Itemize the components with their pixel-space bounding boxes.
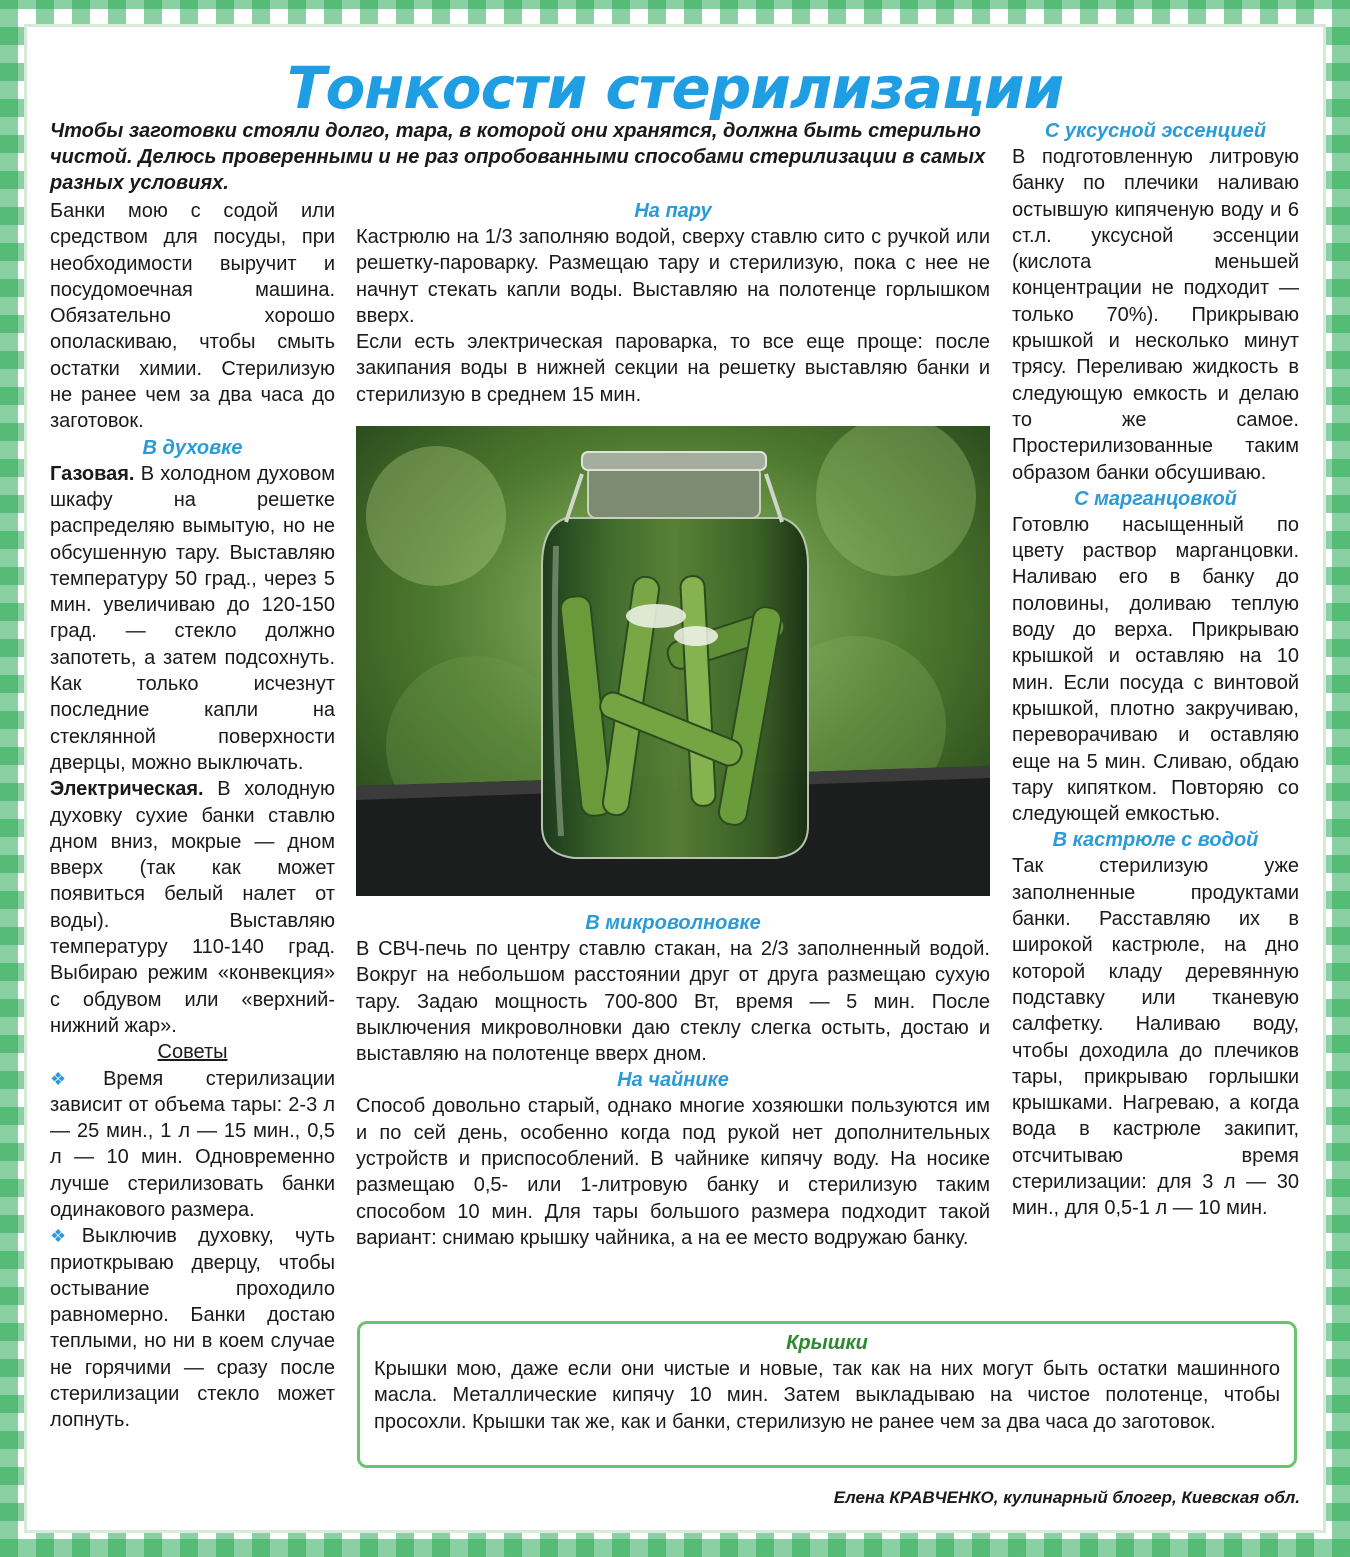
heading-oven: В духовке (142, 436, 243, 459)
paragraph-vinegar: В подготовленную литровую банку по плечики наливаю остывшую кипяченую воду и 6 ст.л. уксусной эссенции (кислота меньшей концентрации не подходит — только 70%). Прикрываю крышкой и несколько минут трясу. Переливаю жидкость в следующую емкость и делаю то же самое. Простерилизованные таким образом банки обсушиваю. (1012, 146, 1299, 484)
jar-photo (356, 426, 990, 896)
left-column (50, 198, 335, 1434)
tip-1 (50, 1066, 335, 1224)
text-gas: В холодном духовом шкафу на решетке распределяю вымытую, но не обсушенную тару. Выставляю температуру 50 град., через 5 мин. увеличиваю до 120-150 град. — стекло должно запотеть, а затем подсохнуть. Как только исчезнут последние капли на стеклянной поверхности дверцы, можно выключать. (50, 462, 335, 774)
article-intro: Чтобы заготовки стояли долго, тара, в которой они хранятся, должна быть стерильно чистой. Делюсь проверенными и не раз опробованными способами стерилизации в самых разных условиях. (50, 120, 986, 194)
heading-lids: Крышки (786, 1332, 868, 1354)
lids-box (357, 1321, 1297, 1468)
right-column (1012, 118, 1299, 1222)
paragraph-manganese: Готовлю насыщенный по цвету раствор марганцовки. Наливаю его в банку до половины, доливаю теплую воду до верха. Прикрываю крышкой и оставляю на 10 мин. Если посуда с винтовой крышкой, плотно закручиваю, переворачиваю и оставляю еще на 5 мин. Сливаю, обдаю тару кипятком. Повторяю со следующей емкостью. (1012, 513, 1299, 826)
author-signature: Елена КРАВЧЕНКО, кулинарный блогер, Киевская обл. (833, 1488, 1300, 1507)
paragraph-electric-oven (50, 776, 335, 1039)
heading-tips: Советы (157, 1041, 228, 1064)
article-title: Тонкости стерилизации (286, 54, 1064, 122)
pickle-jar-image (356, 426, 990, 896)
paragraph-lids: Крышки мою, даже если они чистые и новые, так как на них могут быть остатки машинного масла. Металлические кипячу 10 мин. Затем выкладываю на чистое полотенце, чтобы просохли. Крышки так же, как и банки, стерилизую не ранее чем за два часа до заготовок. (374, 1358, 1280, 1433)
tip-2 (50, 1223, 335, 1433)
diamond-bullet-icon: ❖ (50, 1226, 82, 1247)
paragraph-steam-1: Кастрюлю на 1/3 заполняю водой, сверху ставлю сито с ручкой или решетку-пароварку. Размещаю тару и стерилизую, пока с нее не начнут стекать капли воды. Выставляю на полотенце горлышком вверх. (356, 226, 990, 327)
tip-2-text: Выключив духовку, чуть приоткрываю дверцу, чтобы остывание проходило равномерно. Банки достаю теплыми, но ни в коем случае не горячими — сразу после стерилизации стекло может лопнуть. (50, 1225, 335, 1432)
diamond-bullet-icon: ❖ (50, 1068, 104, 1089)
label-gas: Газовая. (50, 462, 135, 485)
paragraph-pot: Так стерилизую уже заполненные продуктами банки. Расставляю их в широкой кастрюле, на дно которой кладу деревянную подставку или тканевую салфетку. Наливаю воду, чтобы доходила до плечиков тары, прикрываю горлышки крышками. Нагреваю, а когда вода в кастрюле закипит, отсчитываю время стерилизации: для 3 л — 30 мин., для 0,5-1 л — 10 мин. (1012, 855, 1299, 1220)
heading-vinegar: С уксусной эссенцией (1044, 120, 1267, 142)
tip-1-text: Время стерилизации зависит от объема тары: 2-3 л — 25 мин., 1 л — 15 мин., 0,5 л — 10 мин. Одновременно лучше стерилизовать банки одинакового размера. (50, 1067, 335, 1221)
heading-microwave: В микроволновке (585, 912, 761, 934)
paragraph-steam-2: Если есть электрическая пароварка, то все еще проще: после закипания воды в нижней секции на решетку выставляю банки и стерилизую в среднем 15 мин. (356, 331, 990, 406)
middle-column-bottom (356, 910, 990, 1251)
heading-kettle: На чайнике (617, 1069, 729, 1092)
text-electric: В холодную духовку сухие банки ставлю дном вниз, мокрые — дном вверх (так как может появиться белый налет от воды). Выставляю температуру 110-140 град. Выбираю режим «конвекция» с обдувом или «верхний-нижний жар». (50, 778, 335, 1037)
paragraph-kettle: Способ довольно старый, однако многие хозяюшки пользуются им и по сей день, особенно когда под рукой нет дополнительных устройств и приспособлений. В чайнике кипячу воду. На носике размещаю 0,5- или 1-литровую банку и стерилизую таким способом 10 мин. Для тары большого размера подходит такой вариант: снимаю крышку чайника, а на ее место водружаю банку. (356, 1095, 990, 1249)
left-paragraph-prep: Банки мою с содой или средством для посуды, при необходимости выручит и посудомоечная машина. Обязательно хорошо ополаскиваю, чтобы смыть остатки химии. Стерилизую не ранее чем за два часа до заготовок. (50, 200, 335, 433)
label-electric: Электрическая. (50, 778, 204, 801)
heading-steam: На пару (634, 200, 712, 222)
heading-pot: В кастрюле с водой (1052, 829, 1259, 852)
middle-column-top (356, 198, 990, 408)
heading-manganese: С марганцовкой (1074, 487, 1237, 510)
paragraph-gas-oven (50, 461, 335, 777)
paragraph-microwave: В СВЧ-печь по центру ставлю стакан, на 2/3 заполненный водой. Вокруг на небольшом расстоянии друг от друга размещаю сухую тару. Задаю мощность 700-800 Вт, время — 5 мин. После выключения микроволновки даю стеклу слегка остыть, достаю и выставляю на полотенце вверх дном. (356, 938, 990, 1066)
